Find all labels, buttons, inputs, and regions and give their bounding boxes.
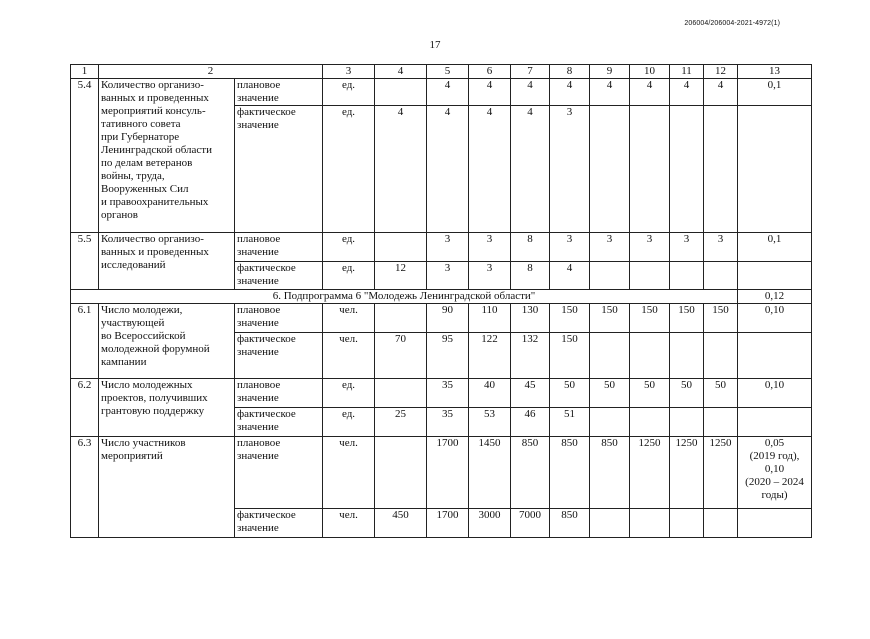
value-cell	[590, 509, 630, 538]
indicator-name: Число молодежи, участвующей во Всероссийской молодежной форумной кампании	[99, 304, 235, 379]
value-cell: 130	[511, 304, 550, 333]
value-cell: 4	[704, 79, 738, 106]
header-cell: 4	[375, 65, 427, 79]
header-cell: 13	[738, 65, 812, 79]
table-row	[71, 233, 812, 262]
header-cell: 5	[427, 65, 469, 79]
indicator-name: Количество организо- ванных и проведенных мероприятий консуль- тативного совета при Губернаторе Ленинградской области по делам ветеранов войны, труда, Вооруженных Сил и правоохранительных органов	[99, 79, 235, 233]
value-type: фактическое значение	[235, 408, 323, 437]
value-type: фактическое значение	[235, 106, 323, 233]
value-cell: 4	[469, 106, 511, 233]
value-cell: 3	[469, 262, 511, 290]
table-row	[71, 437, 812, 509]
value-cell: 150	[550, 333, 590, 379]
value-type: плановое значение	[235, 379, 323, 408]
value-cell: 45	[511, 379, 550, 408]
value-cell	[375, 79, 427, 106]
value-cell: 150	[704, 304, 738, 333]
value-cell	[670, 262, 704, 290]
value-cell: 1250	[630, 437, 670, 509]
value-cell: 35	[427, 408, 469, 437]
weight-cell: 0,10	[738, 304, 812, 333]
value-cell	[590, 106, 630, 233]
value-cell: 3	[630, 233, 670, 262]
indicator-name: Число молодежных проектов, получивших грантовую поддержку	[99, 379, 235, 437]
value-cell: 3	[590, 233, 630, 262]
row-number: 5.5	[71, 233, 99, 290]
header-cell: 10	[630, 65, 670, 79]
value-cell: 8	[511, 262, 550, 290]
value-cell	[704, 408, 738, 437]
value-cell: 25	[375, 408, 427, 437]
value-cell	[704, 333, 738, 379]
value-cell: 110	[469, 304, 511, 333]
value-cell: 4	[590, 79, 630, 106]
value-cell: 3	[469, 233, 511, 262]
value-cell: 3	[704, 233, 738, 262]
header-row	[71, 65, 812, 79]
value-cell: 53	[469, 408, 511, 437]
document-id: 206004/206004-2021-4972(1)	[684, 20, 780, 27]
value-type: фактическое значение	[235, 509, 323, 538]
value-cell: 1250	[704, 437, 738, 509]
value-cell: 50	[550, 379, 590, 408]
value-cell: 3	[550, 233, 590, 262]
unit-cell: ед.	[323, 379, 375, 408]
value-cell: 3	[550, 106, 590, 233]
value-cell: 3	[427, 262, 469, 290]
value-cell: 35	[427, 379, 469, 408]
value-cell	[375, 233, 427, 262]
indicator-name: Число участников мероприятий	[99, 437, 235, 538]
value-cell: 850	[550, 437, 590, 509]
header-cell: 7	[511, 65, 550, 79]
value-cell: 150	[670, 304, 704, 333]
unit-cell: ед.	[323, 408, 375, 437]
value-cell: 132	[511, 333, 550, 379]
weight-cell: 0,1	[738, 233, 812, 262]
table-row	[71, 79, 812, 106]
indicator-name: Количество организо- ванных и проведенных исследований	[99, 233, 235, 290]
value-cell: 50	[704, 379, 738, 408]
value-cell: 4	[375, 106, 427, 233]
value-cell	[375, 437, 427, 509]
value-cell: 3	[427, 233, 469, 262]
value-cell: 1700	[427, 509, 469, 538]
value-cell	[375, 304, 427, 333]
weight-cell	[738, 262, 812, 290]
value-cell: 150	[590, 304, 630, 333]
value-cell: 4	[670, 79, 704, 106]
weight-cell: 0,05 (2019 год), 0,10 (2020 – 2024 годы)	[738, 437, 812, 509]
unit-cell: чел.	[323, 333, 375, 379]
value-cell	[630, 408, 670, 437]
row-number: 6.3	[71, 437, 99, 538]
table-body	[71, 65, 812, 538]
value-type: плановое значение	[235, 437, 323, 509]
value-cell: 3000	[469, 509, 511, 538]
value-cell	[670, 106, 704, 233]
value-cell: 12	[375, 262, 427, 290]
weight-cell	[738, 408, 812, 437]
value-cell: 1450	[469, 437, 511, 509]
unit-cell: чел.	[323, 437, 375, 509]
section-row	[71, 290, 812, 304]
value-cell: 150	[550, 304, 590, 333]
value-cell: 1250	[670, 437, 704, 509]
value-type: фактическое значение	[235, 262, 323, 290]
value-cell: 4	[427, 106, 469, 233]
indicators-table	[70, 64, 812, 538]
value-type: плановое значение	[235, 304, 323, 333]
weight-cell: 0,10	[738, 379, 812, 408]
section-title: 6. Подпрограмма 6 "Молодежь Ленинградской области"	[71, 290, 738, 304]
header-cell: 1	[71, 65, 99, 79]
header-cell: 6	[469, 65, 511, 79]
value-cell	[704, 262, 738, 290]
value-cell	[670, 509, 704, 538]
row-number: 6.2	[71, 379, 99, 437]
value-cell: 4	[630, 79, 670, 106]
unit-cell: ед.	[323, 262, 375, 290]
value-cell	[704, 509, 738, 538]
header-cell: 12	[704, 65, 738, 79]
header-cell: 11	[670, 65, 704, 79]
value-cell: 150	[630, 304, 670, 333]
value-cell: 70	[375, 333, 427, 379]
value-cell: 46	[511, 408, 550, 437]
value-cell: 122	[469, 333, 511, 379]
value-cell: 90	[427, 304, 469, 333]
value-cell: 4	[550, 79, 590, 106]
header-cell: 9	[590, 65, 630, 79]
unit-cell: чел.	[323, 304, 375, 333]
value-cell: 50	[630, 379, 670, 408]
value-cell: 850	[550, 509, 590, 538]
value-cell: 4	[511, 106, 550, 233]
weight-cell	[738, 509, 812, 538]
value-cell: 450	[375, 509, 427, 538]
value-cell: 51	[550, 408, 590, 437]
value-cell: 95	[427, 333, 469, 379]
value-cell	[590, 262, 630, 290]
weight-cell: 0,1	[738, 79, 812, 106]
value-cell: 4	[427, 79, 469, 106]
value-cell: 3	[670, 233, 704, 262]
value-type: фактическое значение	[235, 333, 323, 379]
value-type: плановое значение	[235, 233, 323, 262]
row-number: 5.4	[71, 79, 99, 233]
value-cell	[375, 379, 427, 408]
value-cell	[590, 333, 630, 379]
value-cell	[630, 262, 670, 290]
value-cell	[630, 106, 670, 233]
value-cell: 8	[511, 233, 550, 262]
value-cell	[670, 333, 704, 379]
value-cell	[704, 106, 738, 233]
value-cell: 50	[590, 379, 630, 408]
header-cell: 3	[323, 65, 375, 79]
value-cell: 40	[469, 379, 511, 408]
value-cell	[590, 408, 630, 437]
value-cell: 4	[550, 262, 590, 290]
value-cell	[630, 333, 670, 379]
section-weight: 0,12	[738, 290, 812, 304]
table-row	[71, 304, 812, 333]
value-cell: 850	[511, 437, 550, 509]
unit-cell: чел.	[323, 509, 375, 538]
weight-cell	[738, 333, 812, 379]
value-type: плановое значение	[235, 79, 323, 106]
unit-cell: ед.	[323, 79, 375, 106]
value-cell: 7000	[511, 509, 550, 538]
table-row	[71, 379, 812, 408]
weight-cell	[738, 106, 812, 233]
value-cell: 850	[590, 437, 630, 509]
value-cell: 50	[670, 379, 704, 408]
value-cell	[630, 509, 670, 538]
header-cell: 8	[550, 65, 590, 79]
page-number: 17	[429, 39, 441, 51]
value-cell: 1700	[427, 437, 469, 509]
header-cell: 2	[99, 65, 323, 79]
unit-cell: ед.	[323, 233, 375, 262]
row-number: 6.1	[71, 304, 99, 379]
value-cell	[670, 408, 704, 437]
unit-cell: ед.	[323, 106, 375, 233]
value-cell: 4	[469, 79, 511, 106]
value-cell: 4	[511, 79, 550, 106]
